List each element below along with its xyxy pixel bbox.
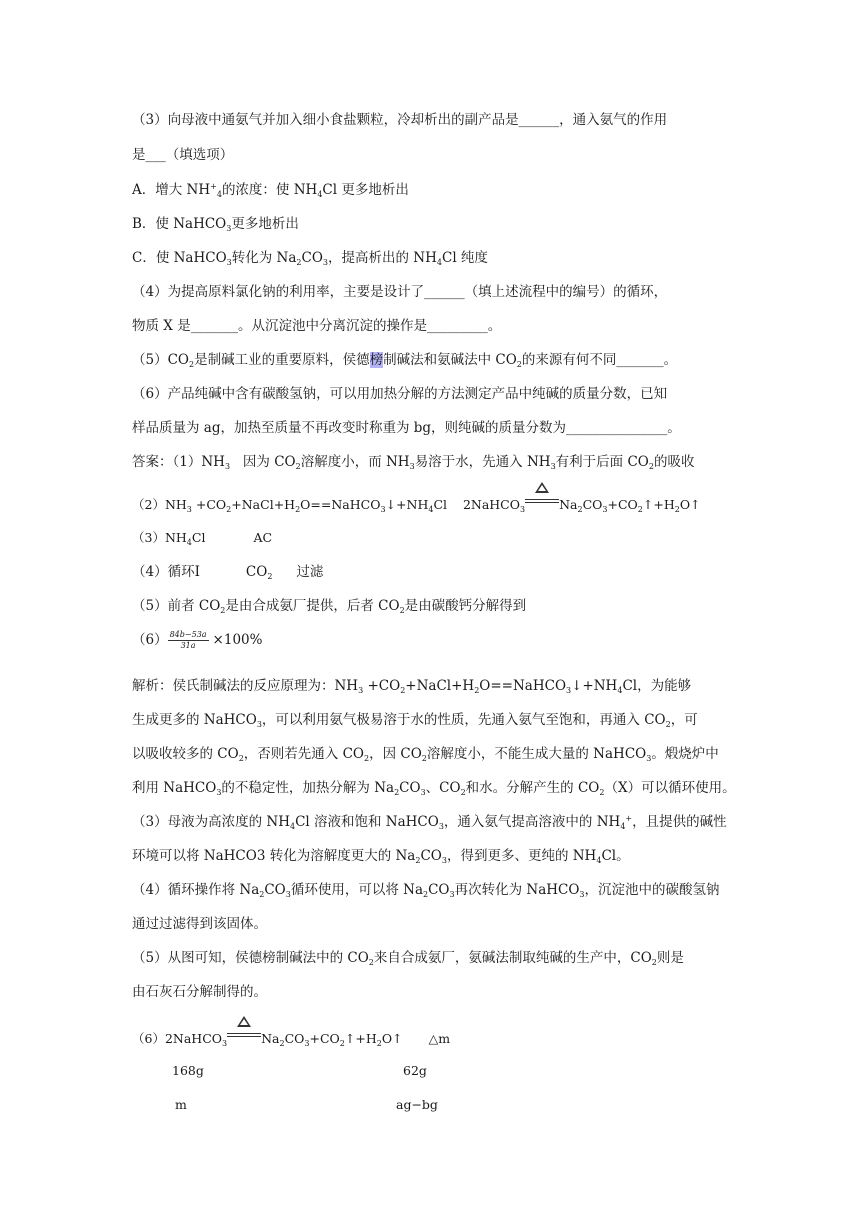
answer-3: $(3)NH_4Cl$ AC — [132, 530, 273, 547]
heating-equals-sign — [227, 1028, 261, 1042]
text-selection-highlight: 榜 — [369, 352, 384, 368]
analysis-line-10: 由石灰石分解制得的。 — [132, 984, 267, 1000]
q6-line-1: （6）产品纯碱中含有碳酸氢钠，可以用加热分解的方法测定产品中纯碱的质量分数，已知 — [132, 386, 668, 402]
analysis-line-7: （4）循环操作将 $Na_2CO_3$循环使用，可以将 $Na_2CO_3$再次转化为 NaHCO$_3$，沉淀池中的碳酸氢钠 — [132, 882, 720, 899]
analysis-line-3: 以吸收较多的 $CO_2$，否则若先通入 $CO_2$，因 $CO_2$溶解度小，不能生成大量的 NaHCO$_3$。煅烧炉中 — [132, 746, 719, 763]
q4-line-2: 物质 X 是_______。从沉淀池中分离沉淀的操作是_________。 — [132, 318, 502, 334]
analysis-line-9: （5）从图可知，侯德榜制碱法中的 $CO_2$来自合成氨厂，氨碱法制取纯碱的生产中，$CO_2$则是 — [132, 950, 684, 967]
option-b: B．使 NaHCO$_3$更多地析出 — [132, 216, 299, 233]
q4-line-1: （4）为提高原料氯化钠的利用率，主要是设计了______（填上述流程中的编号）的循环， — [132, 284, 668, 300]
option-a: A．增大 $NH^+_4$的浓度：使 $NH_4Cl$ 更多地析出 — [132, 182, 409, 199]
answer-2: $(2)NH_3$ $+CO_2+NaCl+H_2O==NaHCO_3↓+NH_4Cl$ 2NaHCO$_3$ $Na_2CO_3+CO_2↑+H_2O↑$ — [132, 494, 701, 515]
analysis-line-4: 利用 NaHCO$_3$的不稳定性，加热分解为 $Na_2CO_3$、$CO_2$和水。分解产生的 $CO_2(X)$可以循环使用。 — [132, 780, 736, 797]
mass-62g: 62g — [403, 1063, 427, 1078]
analysis-line-6: 环境可以将 NaHCO3 转化为溶解度更大的 $Na_2CO_3$，得到更多、更纯的 $NH_4Cl$。 — [132, 848, 630, 865]
option-c: C．使 NaHCO$_3$转化为 $Na_2CO_3$，提高析出的 $NH_4Cl$ 纯度 — [132, 250, 488, 267]
q3-line-1: （3）向母液中通氨气并加入细小食盐颗粒，冷却析出的副产品是______，通入氨气的作用 — [132, 112, 668, 128]
mass-168g: 168g — [172, 1063, 204, 1078]
answer-6: （6） $\frac{84b-53a}{31a}$ ×100% — [132, 630, 263, 650]
answer-5: （5）前者 $CO_2$是由合成氨厂提供，后者 $CO_2$是由碳酸钙分解得到 — [132, 598, 527, 615]
answer-1: 答案：$(1)NH_3$ 因为 $CO_2$溶解度小，而 $NH_3$易溶于水，先通入 $NH_3$有利于后面 $CO_2$的吸收 — [132, 454, 695, 471]
answer-4: （4）循环Ⅰ $CO_2$ 过滤 — [132, 564, 324, 581]
analysis-equation: （6）2NaHCO$_3$ $Na_2CO_3+CO_2↑+H_2O↑$ △m — [132, 1028, 450, 1049]
mass-m: m — [175, 1097, 187, 1112]
analysis-line-5: （3）母液为高浓度的 $NH_4Cl$ 溶液和饱和 NaHCO$_3$，通入氨气提高溶液中的 $NH_4^+$，且提供的碱性 — [132, 814, 727, 831]
q5-line: $(5)CO_2$是制碱工业的重要原料，侯德榜制碱法和氨碱法中 $CO_2$的来源有何不同_______。 — [132, 352, 678, 369]
heating-equals-sign — [525, 494, 559, 508]
q6-line-2: 样品质量为 ag，加热至质量不再改变时称重为 bg，则纯碱的质量分数为_______________。 — [132, 420, 681, 436]
mass-ag-bg: ag−bg — [396, 1097, 438, 1112]
analysis-line-1: 解析：侯氏制碱法的反应原理为：$NH_3$ $+CO_2+NaCl+H_2O==NaHCO_3↓+NH_4Cl$，为能够 — [132, 678, 692, 695]
analysis-line-2: 生成更多的 NaHCO$_3$，可以利用氨气极易溶于水的性质，先通入氨气至饱和，再通入 $CO_2$，可 — [132, 712, 698, 729]
analysis-line-8: 通过过滤得到该固体。 — [132, 916, 267, 932]
q3-line-2: 是___（填选项） — [132, 147, 234, 163]
fraction: $\frac{84b-53a}{31a}$ — [169, 630, 207, 650]
